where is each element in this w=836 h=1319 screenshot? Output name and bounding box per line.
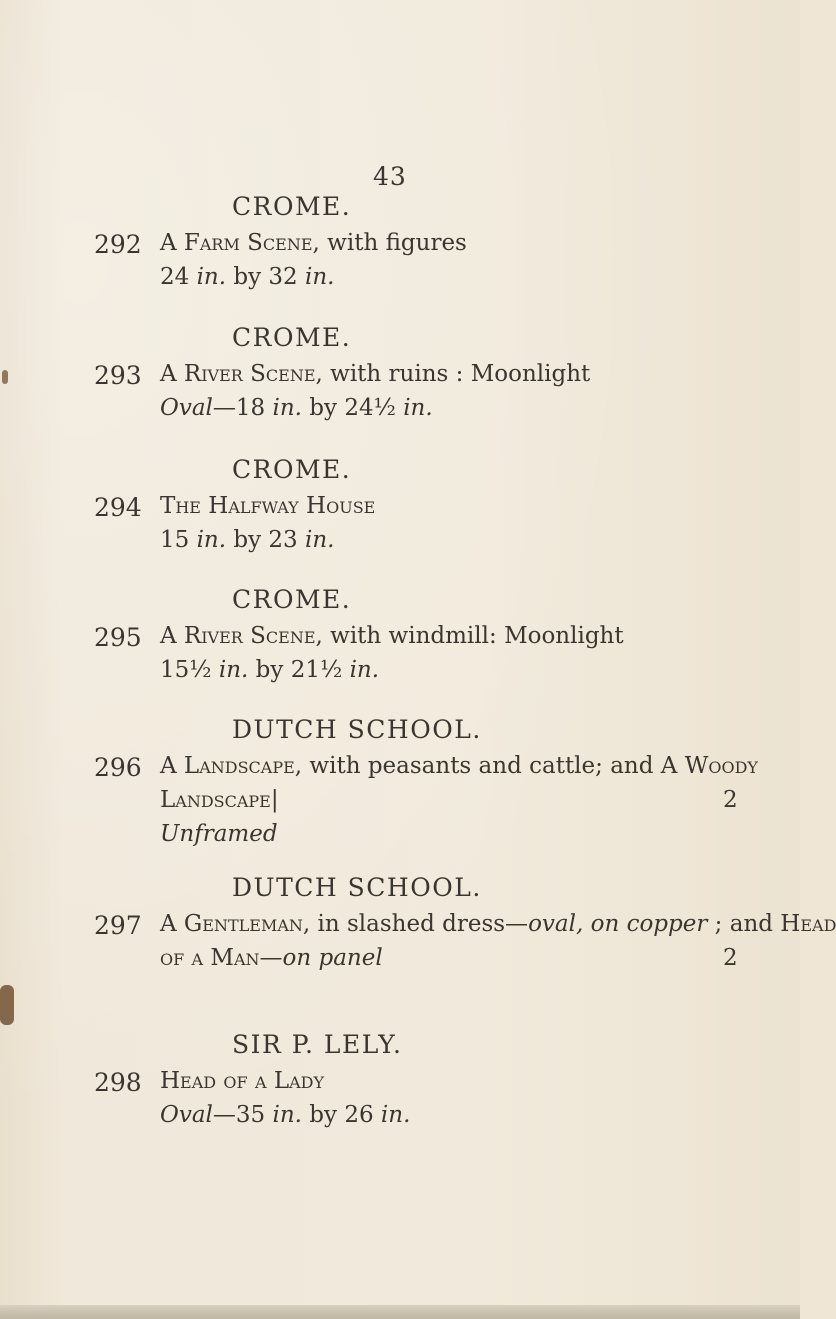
text-run: in. xyxy=(349,657,380,683)
lot-price: 2 xyxy=(723,787,738,813)
text-run: ; and xyxy=(707,911,781,937)
lot-description-line xyxy=(160,361,590,387)
text-run: in. xyxy=(196,527,227,553)
text-run: in. xyxy=(272,395,302,421)
lot-artist: CROME. xyxy=(232,455,352,484)
lot-number: 294 xyxy=(94,493,142,522)
text-run: , with peasants and cattle; and A xyxy=(294,753,685,779)
text-run: , with ruins : Moonlight xyxy=(315,361,591,387)
text-run: on panel xyxy=(282,945,383,971)
paper-stain xyxy=(2,370,8,384)
text-run: River Scene xyxy=(183,361,316,387)
lot-description-line xyxy=(160,945,383,971)
text-run: by 21½ xyxy=(248,657,350,683)
text-run: — xyxy=(259,945,283,971)
text-run: in. xyxy=(218,657,249,683)
lot-artist: SIR P. LELY. xyxy=(232,1030,403,1059)
paper-stain xyxy=(0,985,14,1025)
text-run: oval, on copper xyxy=(528,911,708,937)
text-run: A xyxy=(160,753,184,779)
lot-artist: DUTCH SCHOOL. xyxy=(232,715,482,744)
lot-price: 2 xyxy=(723,945,738,971)
lot-description-line xyxy=(160,230,467,256)
text-run: Landscape xyxy=(183,753,295,779)
text-run: A xyxy=(160,911,184,937)
text-run: in. xyxy=(403,395,433,421)
lot-description-line xyxy=(160,787,279,813)
lot-number: 296 xyxy=(94,753,142,782)
text-run: Oval xyxy=(160,395,213,421)
text-run: 15½ xyxy=(160,657,219,683)
lot-description-line xyxy=(160,1068,324,1094)
lot-artist: CROME. xyxy=(232,585,352,614)
lot-number: 298 xyxy=(94,1068,142,1097)
text-run: Oval xyxy=(160,1102,213,1128)
text-run: , in slashed dress— xyxy=(302,911,529,937)
text-run: 15 xyxy=(160,527,197,553)
page-edge xyxy=(0,1305,800,1319)
lot-artist: DUTCH SCHOOL. xyxy=(232,873,482,902)
text-run: Unframed xyxy=(160,821,278,847)
text-run: Landscape| xyxy=(160,787,279,813)
lot-number: 292 xyxy=(94,230,142,259)
lot-description-line xyxy=(160,623,624,649)
text-run: River Scene xyxy=(183,623,316,649)
text-run: Farm Scene xyxy=(183,230,313,256)
text-run: in. xyxy=(380,1102,411,1128)
lot-description-line xyxy=(160,657,379,683)
lot-description-line xyxy=(160,753,758,779)
lot-number: 293 xyxy=(94,361,142,390)
lot-description-line xyxy=(160,395,433,421)
text-run: in. xyxy=(304,527,335,553)
text-run: by 24½ xyxy=(301,395,404,421)
text-run: by 26 xyxy=(301,1102,381,1128)
lot-artist: CROME. xyxy=(232,323,352,352)
text-run: A xyxy=(160,230,184,256)
lot-artist: CROME. xyxy=(232,192,352,221)
text-run: by 23 xyxy=(226,527,305,553)
text-run: —35 xyxy=(212,1102,273,1128)
text-run: 24 xyxy=(160,264,197,290)
text-run: , with figures xyxy=(312,230,467,256)
text-run: Woody xyxy=(684,753,758,779)
text-run: —18 xyxy=(212,395,273,421)
lot-description-line xyxy=(160,911,836,937)
text-run: by 32 xyxy=(226,264,305,290)
page-number: 43 xyxy=(373,162,407,191)
text-run: A xyxy=(160,361,184,387)
lot-description-line xyxy=(160,1102,410,1128)
lot-description-line xyxy=(160,821,278,847)
lot-number: 297 xyxy=(94,911,142,940)
text-run: in. xyxy=(272,1102,302,1128)
text-run: , with windmill: Moonlight xyxy=(315,623,624,649)
text-run: A xyxy=(160,623,184,649)
lot-description-line xyxy=(160,493,375,519)
text-run: in. xyxy=(304,264,335,290)
text-run: Gentleman xyxy=(183,911,303,937)
text-run: of a Man xyxy=(160,945,260,971)
lot-description-line xyxy=(160,264,334,290)
text-run: in. xyxy=(196,264,227,290)
lot-number: 295 xyxy=(94,623,142,652)
lot-description-line xyxy=(160,527,334,553)
text-run: Head of a Lady xyxy=(160,1068,325,1094)
text-run: The Halfway House xyxy=(160,493,376,519)
text-run: Head xyxy=(780,911,836,937)
